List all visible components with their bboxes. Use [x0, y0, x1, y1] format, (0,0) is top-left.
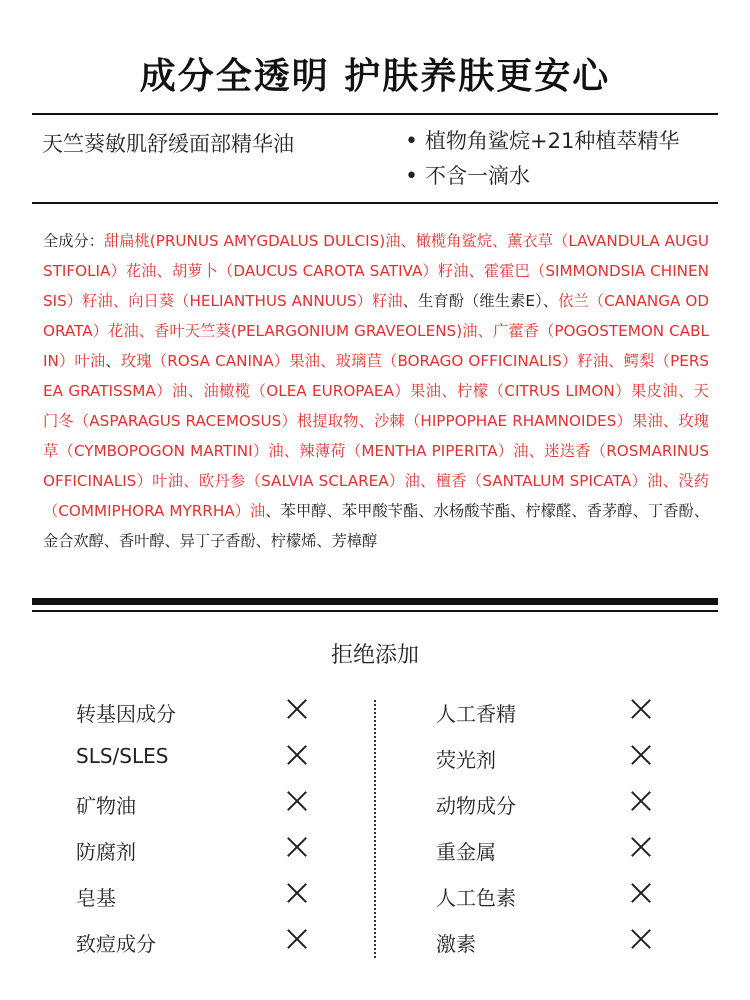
top-divider: [32, 113, 718, 115]
rejected-item: [76, 740, 308, 786]
ingredient-plain: 、: [105, 352, 121, 370]
x-icon: [286, 790, 308, 812]
rejected-item: [436, 924, 652, 970]
bullet-icon: •: [405, 164, 418, 189]
rejected-item-label: 防腐剂: [76, 840, 136, 864]
x-icon: [286, 882, 308, 904]
x-icon: [286, 928, 308, 950]
ingredient-highlight: 玫瑰（ROSA CANINA）果油、玻璃苣（BORAGO OFFICINALIS）籽油、鳄梨（PERSEA GRATISSMA）油、油橄榄（OLEA EUROPAEA）果油、柠檬（CITRUS LIMON）果皮油、天门冬（ASPARAGUS RACEMOSUS）根提取物、沙棘（HIPPOPHAE RHAMNOIDES）果油、玫瑰草（CYMBOPOGON MARTINI）油、辣薄荷（MENTHA PIPERITA）油、迷迭香（ROSMARINUS OFFICINALIS）叶油、欧丹参（SALVIA SCLAREA）油、檀香（SANTALUM SPICATA）油、没药（COMMIPHORA MYRRHA）油: [43, 352, 710, 520]
feature-item: [405, 124, 679, 159]
rejected-item: [76, 832, 308, 878]
rejected-item-label: 人工色素: [436, 886, 516, 910]
thick-divider: [32, 598, 718, 605]
x-icon: [630, 836, 652, 858]
thin-divider: [32, 610, 718, 612]
rejected-item-label: 转基因成分: [76, 702, 176, 726]
rejected-item: [76, 924, 308, 970]
product-name: 天竺葵敏肌舒缓面部精华油: [42, 132, 294, 156]
bullet-icon: •: [405, 129, 418, 154]
rejected-list-right: [436, 694, 652, 970]
feature-item: [405, 159, 679, 194]
rejected-item: [436, 878, 652, 924]
rejected-item: [76, 786, 308, 832]
rejected-item-label: 荧光剂: [436, 748, 496, 772]
column-divider: [374, 700, 376, 958]
ingredient-highlight: 依兰（CANANGA ODORATA）花油、香叶天竺葵(PELARGONIUM GRAVEOLENS)油、广藿香（POGOSTEMON CABLIN）叶油: [43, 292, 710, 370]
x-icon: [630, 928, 652, 950]
rejected-item: [436, 740, 652, 786]
page-title: 成分全透明 护肤养肤更安心: [139, 56, 611, 97]
rejected-item-label: 致痘成分: [76, 932, 156, 956]
feature-text: 植物角鲨烷+21种植萃精华: [425, 129, 680, 153]
rejected-item-label: 动物成分: [436, 794, 516, 818]
rejected-item-label: SLS/SLES: [76, 744, 169, 768]
ingredient-plain: 、生育酚（维生素E）、: [402, 292, 559, 310]
rejected-item: [436, 786, 652, 832]
rejected-section-title: 拒绝添加: [330, 643, 419, 668]
rejected-item-label: 皂基: [76, 886, 116, 910]
rejected-item-label: 激素: [436, 932, 476, 956]
rejected-item-label: 矿物油: [76, 794, 136, 818]
x-icon: [286, 744, 308, 766]
section-divider: [32, 202, 718, 204]
x-icon: [630, 698, 652, 720]
rejected-item: [436, 832, 652, 878]
x-icon: [286, 836, 308, 858]
rejected-item: [76, 878, 308, 924]
rejected-item-label: 人工香精: [436, 702, 516, 726]
rejected-item: [436, 694, 652, 740]
feature-list: [405, 124, 679, 194]
x-icon: [630, 882, 652, 904]
x-icon: [630, 744, 652, 766]
rejected-item: [76, 694, 308, 740]
ingredient-plain: 、苯甲醇、苯甲酸苄酯、水杨酸苄酯、柠檬醛、香茅醇、丁香酚、金合欢醇、香叶醇、异丁子香酚、柠檬烯、芳樟醇: [43, 502, 710, 550]
ingredient-highlight: 甜扁桃(PRUNUS AMYGDALUS DULCIS)油、橄榄角鲨烷、薰衣草（LAVANDULA AUGUSTIFOLIA）花油、胡萝卜（DAUCUS CAROTA SATIVA）籽油、霍霍巴（SIMMONDSIA CHINENSIS）籽油、向日葵（HELIANTHUS ANNUUS）籽油: [43, 232, 710, 310]
ingredient-list: [43, 226, 709, 556]
x-icon: [286, 698, 308, 720]
rejected-list-left: [76, 694, 308, 970]
x-icon: [630, 790, 652, 812]
feature-text: 不含一滴水: [425, 164, 530, 188]
rejected-item-label: 重金属: [436, 840, 496, 864]
ingredient-text: [43, 232, 709, 550]
ingredient-label: 全成分：: [43, 232, 105, 250]
